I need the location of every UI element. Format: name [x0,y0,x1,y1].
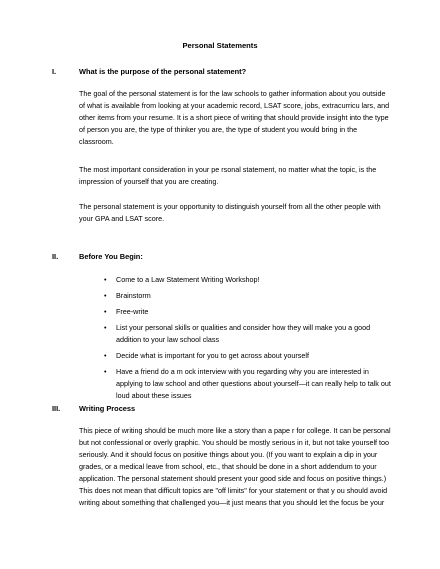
list-item: • Come to a Law Statement Writing Workshop! [104,274,394,286]
list-item: • Decide what is important for you to get across about yourself [104,350,394,362]
section-2-number: II. [52,252,59,261]
list-item: • Free-write [104,306,394,318]
section-1-heading: What is the purpose of the personal statement? [79,67,247,76]
document-title: Personal Statements [182,41,258,50]
section-1-paragraph-3: The personal statement is your opportunity to distinguish yourself from all the other people with your GPA and LSAT score. [79,202,381,223]
section-3-heading: Writing Process [79,404,136,413]
section-1-number: I. [52,67,57,76]
section-1-paragraph-1: The goal of the personal statement is for the law schools to gather information about you outside of what is available from looking at your academic record, LSAT score, jobs, extracurricu lars, and other items from your resume. It is a short piece of writing that should provide insight into the type of person you are, the type of thinker you are, the type of student you would bring in the classroom. [79,89,390,146]
section-3-number: III. [52,404,61,413]
list-item: • Brainstorm [104,290,394,302]
list-item: • Have a friend do a m ock interview with you regarding why you are interested in applying to law school and other questions about yourself—it can really help to talk out loud about these issues [104,366,394,402]
section-1-paragraph-2: The most important consideration in your pe rsonal statement, no matter what the topic, is the impression of yourself that you are creating. [79,165,377,186]
before-you-begin-list [104,274,394,406]
section-2-heading: Before You Begin: [79,252,143,261]
section-3-paragraph-1: This piece of writing should be much more like a story than a pape r for college. It can be personal but not confessional or overly graphic. You should be mostly serious in it, but not take yourself too seriously. And it should focus on positive things about you. (If you want to explain a dip in your grades, or a medical leave from school, etc., that should be done in a short addendum to your application. The personal statement should present your good side and focus on positive things.) This does not mean that difficult topics are "off limits" for your statement or that y ou should avoid writing about something that challenged you—it just means that you should let the focus be your [79,426,391,507]
list-item: • List your personal skills or qualities and consider how they will make you a good addition to your law school class [104,322,394,346]
